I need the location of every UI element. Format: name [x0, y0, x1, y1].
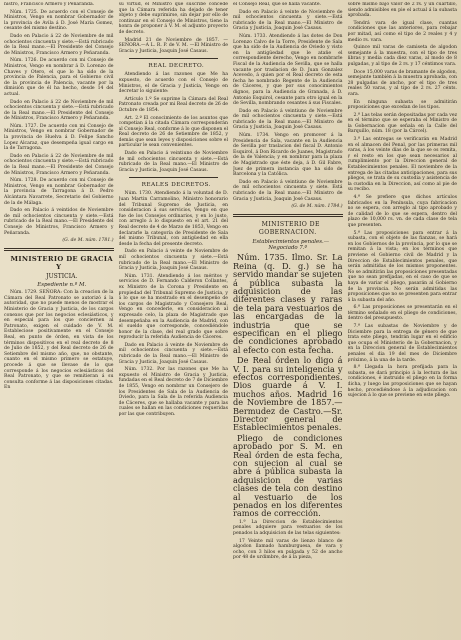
- paragraph: Dado en Palacio á veintidos de Noviembre de mil ochocientos cincuenta y siete.—Está rubricado de la Real mano.—El Presidente del Consejo de Ministros, Francisco Armero y Peñaranda.: [4, 208, 114, 236]
- paragraph: sobre mismo bajo valor de 2 rs. y un cuartillo, siendo admisibles en pie el actual á la subasta aprobada.: [347, 2, 457, 19]
- paragraph: En ninguna subasta se admitirán proposiciones que excedan de los tipos.: [347, 99, 457, 111]
- paragraph: Dado en Palacio á veintiuno de Noviembre de mil ochocientos cincuenta y siete. Está rubricado de la Real mano.—El Ministro de Gracia y Justicia, Joaquin José Casaus.: [233, 179, 343, 202]
- paragraph: Art. 2.º El conocimiento de los asuntos que competian á la citada Cámara corresponderán al Consejo Real, conforme á lo que disponen el Real decreto de 26 de Setiembre de 1852, y demás que sean leyes y disposiciones sobre el particular le sean convenientes.: [118, 115, 228, 149]
- paragraph: 6.ª Las proposiciones se presentarán en el término señalado en el pliego de condiciones, dentro del presupuesto.: [347, 305, 457, 322]
- paragraph: 7.ª Las subastas de Noviembre y de Diciembre para la entrega de género de que trata este pliego, tendrán lugar en el edificio que ocupa el Ministerio de la Gobernacion, y en la Direccion general de Establecimientos penales el dia 19 del mes de Diciembre próximo, á la una de la tarde.: [347, 324, 457, 363]
- paragraph: Núm. 1731. Atendiendo á los méritos y servicios de D. Fernando Calderon Collantes, ex Ministro de la Corona y Presidente en propiedad del Tribunal Supremo de Justicia, y á lo que se ha mostrado en el desempeño de los cargos de Magistrado y Consejero Real, Vengo en concederle, en consideracion al expresado celo, la plaza de Magistrado que desempeñaba en la Audiencia de Madrid, con el sueldo que corresponde, concediéndole honor de la clase, del real grado que sobre reproducir la referida Audiencia de Cáceres.: [118, 273, 228, 341]
- paragraph: Dado en Palacio á 22 de Noviembre de mil ochocientos cincuenta y siete.—Está rubricado de la Real mano.—El Presidente del Consejo de Ministros, Francisco Armero y Peñaranda.: [4, 99, 114, 122]
- divider: [129, 58, 219, 59]
- paragraph: 5.ª Las proposiciones para entrar á la subasta, con el objeto de las fianzas, se hará en los Gobiernos de la provincia, por lo que se remitan á la vista; en los términos que previene el Gobierno civil de Madrid y la Direccion de Establecimientos penales, que serán admitidas de los mismos proponentes. No se admitirán las proposiciones presentadas que no sean prefijadas, en el caso de que se haya de variar el pliego, pasarán al Gobierno de la provincia. No serán admitidas las proposiciones que no se presenten para entrar á la subasta del año.: [347, 230, 457, 303]
- divider: [129, 177, 219, 178]
- section-heading: MINISTERIO DE GOBERNACION.: [258, 221, 320, 237]
- section-heading: MINISTERIO DE GRACIA Y: [10, 255, 113, 272]
- paragraph: 2.ª Las telas serán depositadas por cada vez en el término que se esperaba el Ministro de la Gobernacion que señala en la Calle del Barquillo, núm. 18 (por la Cárcel).: [347, 112, 457, 135]
- paragraph: nistro, Francisco Armero y Peñaranda.: [4, 2, 95, 7]
- paragraph: Tendrá vara de igual clase, cuantas condiciones que las anteriores, para rebajar por mitad, así como el tipo de 2 reales y 4 y medio rs. vara.: [347, 20, 457, 43]
- paragraph: Doce 15,000 varas de bramante de algodon, semejante también á la muestra aprobada, con 28 pulgadas de ancho, por el tipo de tres reales 50 varas, y al tipo de 2 rs. 27 cénts. vara.: [347, 69, 457, 97]
- paragraph: Núm. 1732. Por las razones que Me ha expuesto el Ministro de Gracia y Justicia, fundadas en el Real decreto de 7 de Diciembre de 1855, Vengo en nombrar un Consejero de los Presidentes de Sala de la Audiencia de Oviedo, para la Sala de la referida Audiencia de Cáceres, que se hallaba vacante y para las cuales se hallan en las condiciones requeridas por las que contribuyen.: [118, 367, 228, 417]
- paragraph: 17 Veinte mil varas de lienzo blanco de algodon llamado hamburguesa, de vara y ocho, con 3 hilos en pulgada y 52 de ancho por 48 de urdimbre, de á la pieza,: [233, 538, 343, 561]
- paragraph: Artículo 1.º Se suprime la Cámara del Real Patronato creada por mi Real decreto de 26 de Octubre de 1854.: [118, 96, 228, 113]
- paragraph: Núm. 1734. Vengo en promover á la Presidencia de Sala, vacante en la Audiencia de Sevilla por traslacion del fiscal D. Antonio Esquirol, á Don Ricardo de Juanes, Magistrado de la de Valencia; y en nombrar para la plaza de Magistrado que éste deja, á D. Gil Fabre, Juez de primera instancia que ha sido de Barcelona y la Católica.: [233, 133, 343, 178]
- paragraph-large: Núm. 1735. Ilmo. Sr. La Reina (q. D. g.) se ha servido mandar se sujeten á pública subasta la adquisicion de las diferentes clases y raras de tela para vestuarios de las encargadas de la industria que se especifican en el pliego de condiciones aprobado al efecto con esta fecha.: [233, 252, 343, 355]
- paragraph-large: De Real órden lo digo á V. I. para su inteligencia y efectos correspondientes. Dios guarde á V. I. muchos años. Madrid 16 de Noviembre de 1857.—Bermudez de Castro.—Sr. Director general de Establecimientos penales.: [233, 355, 343, 433]
- paragraph: 3.ª Las entregas se verificarán en Madrid en el almacen del Penal, por las primeras mil varas, á los veinte días de la que se os remita, y el resto en los que sean necesarios al cumplimiento por la Direccion general de Establecimientos penales. El noviembre de la entrega de las citadas anticipaciones, para sus pliegos, se trata de su custodia y asistencia de la custodia en la Direccion, así como al pie de su recibo.: [347, 137, 457, 193]
- paragraph: Núm. 1726. De acuerdo con mi Consejo de Ministros, Vengo en nombrar á D. Lorenzo de Chaves y Otero, el que lo ha sido de la provincia de Palencia, para el Gobierno civil de la provincia de Palencia, vacante por la dimisión que de él ha hecho, desde 14 del actual.: [4, 58, 114, 97]
- paragraph: 1.ª La Direccion de Establecimientos penales adquiere para vestuarios de los penados la adquisicion de las telas siguientes:: [233, 519, 343, 537]
- paragraph: Quince mil varas de camiseta de algodon semejante á la muestra, con el tipo de tres libras y media cada diez varas, al modo de 8 pulgadas, y al tipo de 2 rs. y 17 céntimos vara.: [347, 45, 457, 67]
- paragraph: Atendiendo á las razones que Me ha expuesto, de acuerdo con el Consejo de Ministros, el de Gracia y Justicia, Vengo en decretar lo siguiente:: [118, 72, 228, 95]
- paragraph-large: Pliego de condiciones aprobado por S. M. en Real órden de esta fecha, con sujecion al cual se abre á pública subasta la adquisicion de varias clases de tela con destino al vestuario de los penados en los diferentes ramos de corrección.: [233, 432, 343, 519]
- paragraph: Núm. 1733. Atendiendo á las dotes de Don Lorenzo Calvo de la Torre, Presidente de Sala que ha sido de la Audiencia de Oviedo y visto en la antigüedad que le atañe el correspondiente derecho, Vengo en nombrarle Fiscal de la Audiencia de Sevilla, que se halla vacante por traslacion de D. Juan Gonzalez Acevedo, á quien por el Real decreto de esta fecha he nombrado Regente de la Audiencia de Cáceres, y que por sus conocimientos dignos, para la Audiencia de Granada, á D. Antonio Esquirol, cesante para otro igual en la de Sevilla, nombrando cesantes á sus Fiscales.: [233, 33, 343, 107]
- paragraph: Núm. 1725. De acuerdo con el Consejo de Ministros, Vengo en nombrar Gobernador de la provincia de Avila á D. José María Gomez, cesante del mismo destino.: [4, 9, 114, 32]
- column-1: [4, 2, 114, 640]
- section-subheading: Establecimientos penales.—Negociado 7.º: [252, 239, 330, 252]
- paragraph: 4.ª Se prefiere que dichos artículos fabricados en la Península, cuya fabricacion no se espera, con arreglo al tipo aprobado y de calidad de lo que se espera, dentro del plazo de 10,000 rs. vn. de cada clase de tela que presenten.: [347, 195, 457, 228]
- file-reference: Espediente n.º M.: [37, 282, 87, 289]
- paragraph: Madrid 21 de Noviembre de 1857. —SEÑORA.—A L. R. P. de V. M. —El Ministro de Gracia y Justicia, Joaquin José Casaus.: [118, 37, 228, 54]
- paragraph: 8.ª Llegada la hora prefijada para la subasta, se dará principio á la lectura de las condiciones, é instruido el pliego en la forma dicha, y luego las proposiciones que se hayan hecho, procediéndose á la adjudicacion con sujecion á lo que se previene en este pliego.: [347, 365, 457, 399]
- paragraph: su virtud, el Ministro que suscribe concede que la Cámara referida ha dejado de tener objeto y debe suprimirse, sin dejar por ello de continuar en el Consejo de Ministros, tiene la honra de proponer á V. M. el adjunto proyecto de decreto.: [118, 2, 228, 35]
- section-divider: [4, 248, 114, 252]
- paragraph: Núm. 1729. SEÑORA: Con la creacion de la Cámara del Real Patronato se autorizó á la autoridad, que no puede menos de mostrar el Ministerio de Gracia y Justicia, de los cargos conexos que por los negocios eclesiásticos, y en especial para los que conciernen al Patronato, exigen el cuidado de V. M. Estableciose positivamente en el Consejo Real, en punto de órden, en vista de los términos dispositivos en el real decreto de 8 de Julio de 1852, y del Real decreto de 26 de Setiembre del mismo año, que, no obstante, cuanto en el mismo primero se estatuye, procede á que se llevase de lo que corresponde á los negocios eclesiásticos del Real Patronato, y que se remitieran á su consulta conforme á las disposiciones citadas. En: [4, 290, 114, 391]
- paragraph: Núm. 1728. De acuerdo con mi Consejo de Ministros, Vengo en nombrar Gobernador de la provincia de Tarragona á D. Pedro Alcántara Navarrete, Secretario del Gobierno de la de Málaga.: [4, 178, 114, 206]
- paragraph: Dado en Palacio á veintiuno de Noviembre de mil ochocientos cincuenta y siete.—Está rubricado de la Real mano.—El Ministro de Gracia y Justicia, Joaquin José Casaus.: [118, 151, 228, 173]
- paragraph: Núm. 1730. Atendiendo á la voluntad de D. Juan Martin Carramolino, Ministro honorario del Tribunal Supremo de Justicia, en consideracion á sus servicios, Vengo en que fue de los Consejos ordinarios, y en lo justo, con arreglo á lo dispuesto en el art. 21 del Real decreto de 4 de Marzo de 1853, Vengo en declararle la categoría de Presidente de Sala del mismo Tribunal, con antigüedad en ella desde la fecha del presente decreto.: [118, 191, 228, 247]
- paragraph: Dado en Palacio á veintiuno de Noviembre de mil ochocientos cincuenta y siete.—Está rubricado de la Real mano.—El Ministro de Gracia y Justicia, Joaquin José Casaus.: [233, 108, 343, 131]
- section-divider: [233, 214, 343, 218]
- section-heading: REAL DECRETO.: [148, 63, 205, 70]
- section-heading: REALES DECRETOS.: [141, 182, 211, 189]
- paragraph: Dado en Palacio á 22 de Noviembre de mil ochocientos cincuenta y siete.—Está rubricado de la Real mano.—El Presidente del Consejo de Ministros, Francisco Armero y Peñaranda.: [4, 33, 114, 56]
- column-2: [119, 2, 229, 640]
- column-3: [233, 2, 343, 640]
- gazette-reference: (G. de M. núm. 1781.): [62, 238, 114, 244]
- section-subheading: JUSTICIA.: [46, 273, 78, 281]
- paragraph: Dado en Palacio á veinte de Noviembre de mil ochocientos cincuenta y siete.—Está rubricado de la Real mano.—El Ministro de Gracia y Justicia, Joaquin José Casaus.: [233, 9, 343, 32]
- column-4: [348, 2, 458, 640]
- gazette-reference: (G. de M. núm. 1784.): [291, 204, 343, 210]
- paragraph: el Consejo Real, que se halla vacante.: [233, 2, 321, 7]
- paragraph: Dado en Palacio á veinte de Noviembre de mil ochocientos cincuenta y siete.—Está rubricado de la Real mano.—El Ministro de Gracia y Justicia, Joaquin José Casaus.: [118, 249, 228, 272]
- paragraph: Dado en Palacio á veinte de Noviembre de mil ochocientos cincuenta y siete.—Está rubricado de la Real mano.—El Ministro de Gracia y Justicia, Joaquin José Casaus.: [118, 342, 228, 365]
- paragraph: Núm. 1727. De acuerdo con mi Consejo de Ministros, Vengo en nombrar Gobernador de la provincia de Huelva á D. Felipe Sancho Lopez Alcaraz, que desempeña igual cargo en la de Tarragona.: [4, 123, 114, 152]
- paragraph: Dado en Palacio á 22 de Noviembre de mil ochocientos cincuenta y siete.—Está rubricado de la Real mano.—El Presidente del Consejo de Ministros, Francisco Armero y Peñaranda.: [4, 153, 114, 176]
